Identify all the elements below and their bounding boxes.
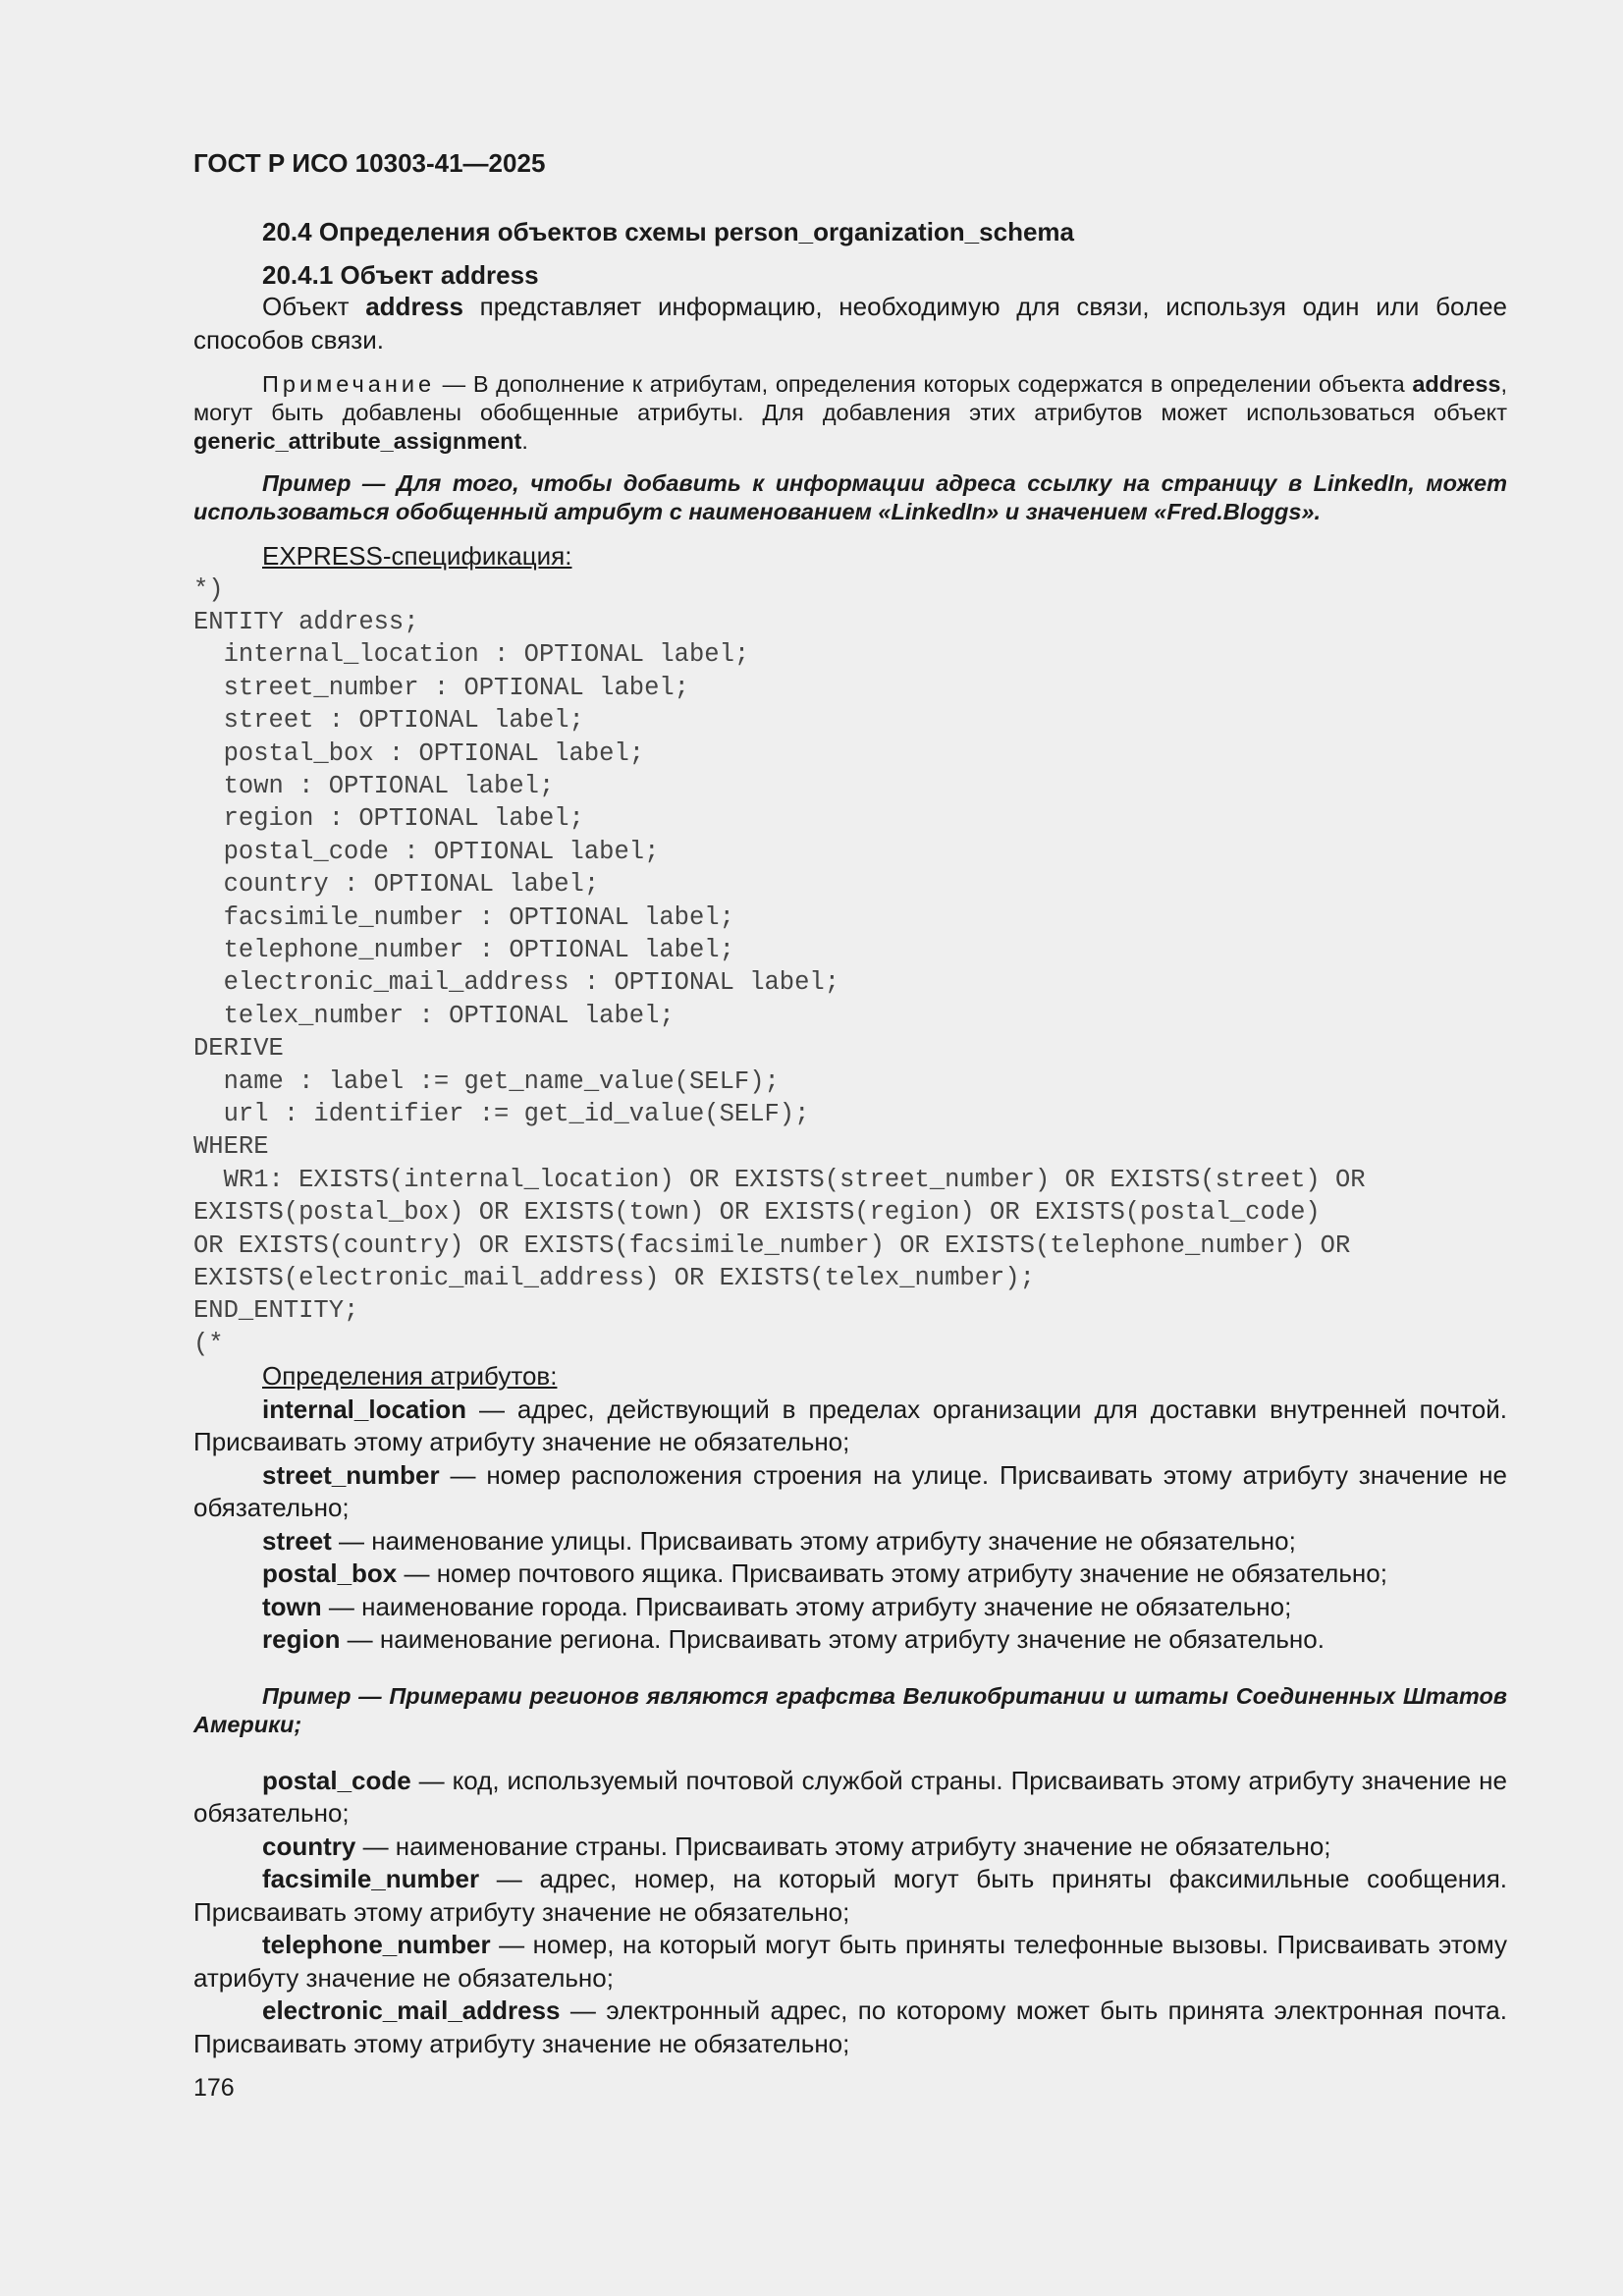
note-label: Примечание xyxy=(262,371,436,397)
section-title: 20.4 Определения объектов схемы person_organization_schema xyxy=(262,217,1074,246)
attribute-name: internal_location xyxy=(262,1394,467,1424)
subsection-title: 20.4.1 Объект address xyxy=(262,260,539,290)
attribute-list-a xyxy=(193,1394,1507,1657)
attribute-description: — электронный адрес, по которому может быть принята электронная почта. Присваивать этому атрибуту значение не обязательно; xyxy=(193,1995,1507,2058)
attribute-description: — наименование города. Присваивать этому атрибуту значение не обязательно; xyxy=(321,1591,1292,1621)
example-paragraph-2: Пример — Примерами регионов являются графства Великобритании и штаты Соединенных Штатов Америки; xyxy=(193,1682,1507,1737)
attribute-description: — номер, на который могут быть приняты телефонные вызовы. Присваивать этому атрибуту значение не обязательно; xyxy=(193,1930,1507,1993)
attribute-description: — адрес, номер, на который могут быть приняты факсимильные сообщения. Присваивать этому атрибуту значение не обязательно; xyxy=(193,1864,1507,1927)
page-number: 176 xyxy=(193,2074,235,2102)
attribute-list-b xyxy=(193,1765,1507,2061)
attribute-definition xyxy=(193,1831,1507,1864)
attribute-name: street xyxy=(262,1525,332,1556)
attribute-description: — код, используемый почтовой службой страны. Присваивать этому атрибуту значение не обязательно; xyxy=(193,1765,1507,1829)
example-paragraph-1: Пример — Для того, чтобы добавить к информации адреса ссылку на страницу в LinkedIn, может использоваться обобщенный атрибут с наименованием «LinkedIn» и значением «Fred.Bloggs». xyxy=(193,470,1507,524)
attribute-definition xyxy=(193,1765,1507,1831)
attribute-definitions-label: Определения атрибутов: xyxy=(262,1361,558,1392)
attribute-description: — наименование страны. Присваивать этому атрибуту значение не обязательно; xyxy=(355,1831,1331,1861)
attribute-description: — наименование улицы. Присваивать этому атрибуту значение не обязательно; xyxy=(331,1525,1296,1556)
intro-paragraph xyxy=(193,291,1507,356)
attribute-description: — номер почтового ящика. Присваивать этому атрибуту значение не обязательно; xyxy=(397,1558,1387,1589)
attribute-name: telephone_number xyxy=(262,1930,491,1960)
attribute-definition xyxy=(193,1929,1507,1995)
attribute-name: electronic_mail_address xyxy=(262,1995,561,2026)
note-text-3: . xyxy=(521,428,528,454)
page-content xyxy=(193,145,1507,2060)
attribute-name: postal_box xyxy=(262,1558,398,1589)
attribute-description: — номер расположения строения на улице. Присваивать этому атрибуту значение не обязательно; xyxy=(193,1459,1507,1523)
express-spec-label: EXPRESS-спецификация: xyxy=(262,541,572,571)
attribute-definition xyxy=(193,1863,1507,1929)
attribute-definition xyxy=(193,1623,1507,1657)
attribute-name: region xyxy=(262,1624,341,1655)
intro-text-post: представляет информацию, необходимую для связи, используя один или более способов связи. xyxy=(193,292,1507,355)
document-header: ГОСТ Р ИСО 10303-41—2025 xyxy=(193,148,546,178)
note-bold-2: generic_attribute_assignment xyxy=(193,428,522,454)
attribute-definition xyxy=(193,1394,1507,1459)
attribute-name: postal_code xyxy=(262,1765,411,1795)
attribute-name: country xyxy=(262,1831,356,1861)
intro-text-pre: Объект xyxy=(262,292,366,321)
attribute-name: facsimile_number xyxy=(262,1864,480,1894)
intro-entity-name: address xyxy=(365,292,463,321)
attribute-description: — наименование региона. Присваивать этому атрибуту значение не обязательно. xyxy=(340,1624,1325,1655)
attribute-definition xyxy=(193,1558,1507,1591)
attribute-definition xyxy=(193,1591,1507,1624)
express-code-block: *) ENTITY address; internal_location : OPTIONAL label; street_number : OPTIONAL label; street : OPTIONAL label; postal_box : OPTIONAL label; town : OPTIONAL label; region : OPTIONAL label; postal_code : OPTIONAL label; country : OPTIONAL label; facsimile_number : OPTIONAL label; telephone_number : OPTIONAL label; electronic_mail_address : OPTIONAL label; telex_number : OPTIONAL label; DERIVE name : label := get_name_value(SELF); url : identifier := get_id_value(SELF); WHERE WR1: EXISTS(internal_location) OR EXISTS(street_number) OR EXISTS(street) OR EXISTS(postal_box) OR EXISTS(town) OR EXISTS(region) OR EXISTS(postal_code) OR EXISTS(country) OR EXISTS(facsimile_number) OR EXISTS(telephone_number) OR EXISTS(electronic_mail_address) OR EXISTS(telex_number); END_ENTITY; (* xyxy=(193,574,1366,1358)
note-text-2: , могут быть добавлены обобщенные атрибуты. Для добавления этих атрибутов может использоваться объект xyxy=(193,371,1507,425)
attribute-definition xyxy=(193,1995,1507,2060)
attribute-name: town xyxy=(262,1591,322,1621)
attribute-description: — адрес, действующий в пределах организации для доставки внутренней почтой. Присваивать этому атрибуту значение не обязательно; xyxy=(193,1394,1507,1457)
attribute-name: street_number xyxy=(262,1459,440,1490)
attribute-definition xyxy=(193,1459,1507,1525)
note-text-1: — В дополнение к атрибутам, определения которых содержатся в определении объекта xyxy=(435,371,1413,397)
note-paragraph xyxy=(193,370,1507,456)
note-bold-1: address xyxy=(1412,371,1501,397)
attribute-definition xyxy=(193,1525,1507,1558)
